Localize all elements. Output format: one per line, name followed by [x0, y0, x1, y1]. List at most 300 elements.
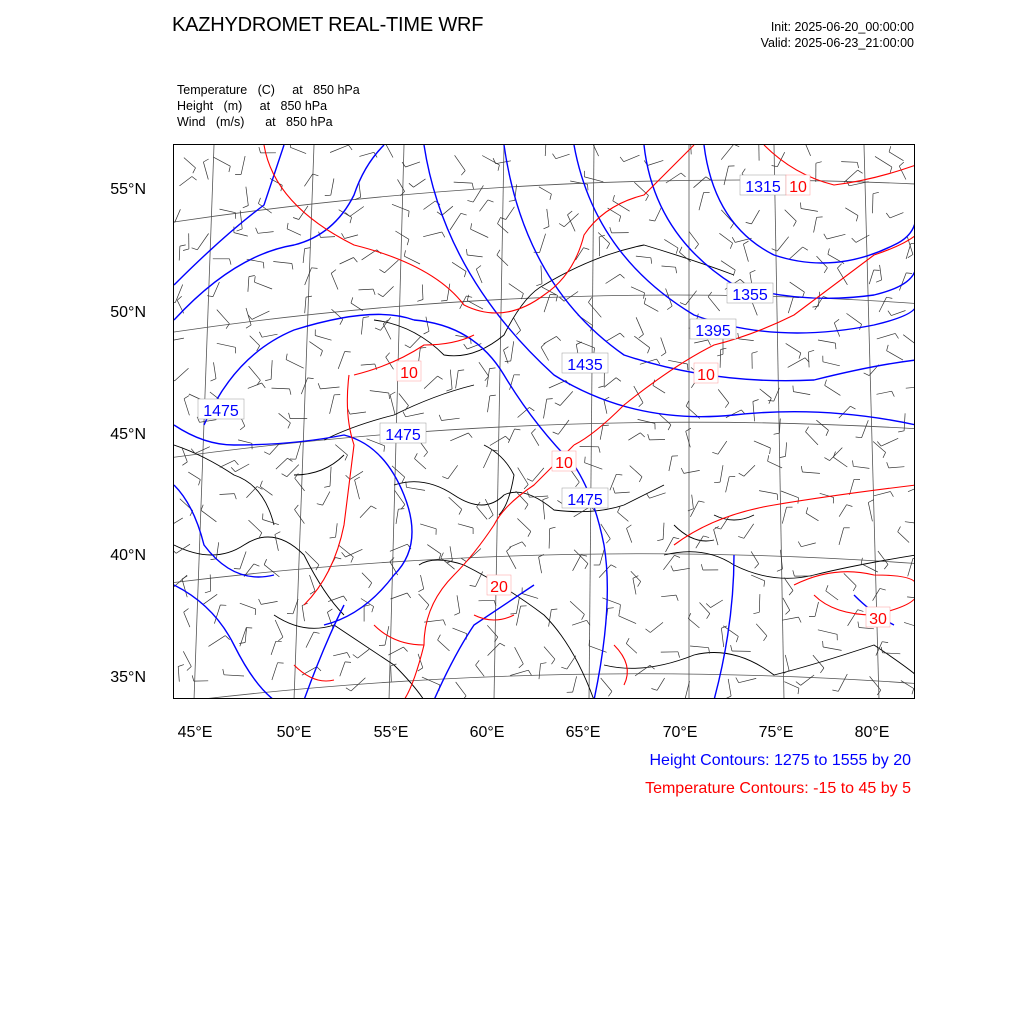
lon-label-50e: 50°E	[276, 724, 312, 741]
wind-barb-flag	[405, 345, 410, 348]
wind-barb	[728, 679, 731, 696]
wind-barb	[686, 291, 697, 305]
wind-barb	[210, 575, 211, 592]
wind-barb-flag	[351, 297, 353, 303]
wind-barb	[448, 465, 458, 479]
wind-barb-flag	[608, 608, 614, 609]
lon-label-70e: 70°E	[662, 724, 698, 741]
wind-barb	[718, 441, 727, 454]
wind-barb-flag	[681, 173, 686, 177]
wind-barb	[600, 550, 604, 565]
wind-barb	[692, 495, 694, 509]
wind-barb-flag	[497, 250, 500, 255]
wind-barb	[174, 518, 183, 526]
wind-barb	[802, 472, 820, 473]
wind-barb	[395, 231, 409, 239]
wind-barb	[260, 486, 272, 495]
map-canvas	[174, 145, 915, 699]
wind-barb	[585, 463, 603, 470]
wind-barb-flag	[639, 403, 643, 407]
wind-barb	[385, 260, 399, 273]
wind-barb	[661, 595, 676, 597]
wind-barb-flag	[576, 482, 580, 487]
wind-barb-flag	[295, 473, 299, 478]
wind-barb	[618, 512, 629, 521]
wind-barb	[891, 311, 905, 316]
wind-barb	[782, 507, 786, 523]
wind-barb-flag	[290, 389, 291, 395]
wind-barb	[626, 644, 637, 654]
wind-barb	[295, 478, 305, 491]
lon-label-75e: 75°E	[758, 724, 794, 741]
wind-barb-flag	[275, 532, 280, 535]
wind-barb	[345, 235, 359, 239]
wind-barb	[479, 362, 489, 376]
wind-barb	[549, 529, 550, 549]
wind-barb	[544, 336, 557, 343]
wind-barb	[588, 302, 601, 317]
wind-barb-flag	[467, 295, 468, 301]
wind-barb-flag	[884, 564, 888, 569]
wind-barb-flag	[327, 609, 332, 612]
wind-barb	[323, 492, 330, 506]
wind-barb-flag	[908, 255, 913, 258]
wind-barb-flag	[461, 558, 466, 561]
wind-barb-flag	[676, 595, 678, 601]
wind-barb	[306, 632, 314, 648]
wind-barb-flag	[679, 247, 682, 252]
wind-barb-flag	[515, 429, 521, 430]
wind-barb	[573, 555, 582, 571]
wind-barb-flag	[699, 501, 705, 502]
wind-barb	[483, 450, 491, 468]
wind-barb-flag	[627, 525, 632, 529]
wind-barb-flag	[468, 433, 472, 438]
wind-barb	[739, 339, 754, 341]
lat-label-45n: 45°N	[110, 426, 146, 443]
wind-barb-flag	[750, 270, 756, 272]
wind-barb-flag	[743, 241, 748, 244]
wind-barb	[217, 310, 230, 324]
wind-barb-flag	[868, 500, 873, 503]
wind-barb	[636, 256, 651, 258]
wind-barb-flag	[899, 162, 904, 166]
wind-barb-flag	[755, 564, 759, 568]
wind-barb-flag	[780, 456, 786, 457]
wind-barb-flag	[342, 552, 346, 557]
wind-barb	[726, 477, 730, 493]
wind-barb-flag	[673, 537, 679, 538]
wind-barb	[816, 420, 828, 430]
wind-barb-flag	[736, 678, 739, 683]
wind-barb	[174, 338, 184, 342]
wind-barb	[488, 396, 490, 412]
wind-barb-flag	[876, 280, 882, 282]
wind-barb-flag	[550, 527, 556, 528]
wind-barb	[760, 389, 772, 398]
init-time: Init: 2025-06-20_00:00:00	[770, 20, 914, 34]
wind-barb-flag	[398, 509, 404, 510]
wind-barb	[272, 663, 278, 680]
wind-barb-flag	[467, 200, 473, 202]
wind-barb-flag	[351, 557, 353, 563]
wind-barb	[320, 387, 339, 389]
wind-barb	[908, 558, 913, 576]
wind-barb-flag	[192, 675, 194, 681]
temp-label-10-northeast: 10	[789, 179, 807, 196]
wind-barb	[442, 206, 453, 215]
wind-barb-flag	[249, 276, 255, 277]
wind-barb	[577, 341, 595, 348]
wind-barb	[392, 204, 409, 211]
lon-label-80e: 80°E	[854, 724, 890, 741]
wind-barb	[255, 282, 273, 289]
wind-barb	[558, 420, 569, 434]
wind-barb	[420, 524, 436, 529]
wind-barb-flag	[620, 605, 621, 611]
wind-barb-flag	[355, 477, 360, 480]
wind-barb-flag	[895, 333, 898, 338]
temp-label-30: 30	[869, 611, 887, 628]
wind-barb	[818, 340, 835, 343]
wind-barb	[390, 544, 408, 551]
wind-barb	[399, 394, 409, 406]
wind-barb	[873, 442, 886, 453]
wind-barb-flag	[205, 591, 211, 593]
wind-barb-flag	[882, 642, 888, 643]
wind-barb-flag	[678, 652, 680, 658]
height-label-1355: 1355	[732, 287, 768, 304]
wind-barb	[751, 551, 759, 563]
wind-barb-flag	[458, 370, 464, 371]
wind-barb-flag	[541, 663, 547, 664]
wind-barb	[744, 524, 754, 539]
wind-barb-flag	[706, 604, 710, 608]
wind-barb-flag	[369, 583, 372, 588]
wind-barb-flag	[906, 273, 912, 274]
wind-barb-flag	[858, 170, 863, 173]
wind-barb	[541, 347, 549, 360]
wind-barb-flag	[559, 224, 564, 227]
wind-barb	[386, 145, 393, 158]
wind-barb	[358, 649, 370, 658]
wind-barb-flag	[183, 249, 189, 251]
wind-barb-flag	[500, 643, 505, 646]
wind-barb	[359, 152, 374, 156]
wind-barb	[224, 675, 244, 676]
wind-barb	[330, 395, 335, 414]
wind-barb	[336, 523, 338, 537]
wind-barb-flag	[178, 665, 184, 667]
wind-barb-flag	[305, 248, 311, 249]
wind-barb	[844, 170, 858, 182]
wind-barb-flag	[439, 415, 441, 421]
wind-barb	[564, 214, 579, 227]
wind-barb-flag	[174, 378, 175, 381]
wind-barb-flag	[667, 306, 672, 310]
wind-barb	[271, 360, 272, 379]
wind-barb	[756, 624, 767, 636]
wind-barb-flag	[880, 588, 886, 590]
wind-barb	[275, 535, 279, 551]
wind-barb	[759, 491, 777, 494]
temp-label-10-central: 10	[555, 455, 573, 472]
wind-barb	[602, 598, 620, 605]
wind-barb-flag	[317, 504, 323, 505]
wind-barb	[544, 399, 547, 418]
wind-barb-flag	[203, 159, 208, 162]
wind-barb	[518, 468, 529, 485]
wind-barb-flag	[856, 437, 862, 438]
wind-barb-flag	[618, 507, 621, 512]
wind-barb-flag	[861, 558, 862, 564]
wind-barb-flag	[613, 487, 615, 493]
wind-barb-flag	[295, 505, 299, 510]
wind-barb-flag	[192, 248, 198, 250]
wind-barb	[476, 572, 483, 587]
wind-barb	[690, 646, 709, 648]
wind-barb-flag	[550, 194, 552, 200]
wind-barb-flag	[192, 177, 197, 181]
wind-barb-flag	[752, 352, 758, 354]
wind-barb-flag	[174, 549, 176, 553]
wind-barb-flag	[476, 660, 480, 665]
wind-barb	[442, 418, 460, 420]
wind-barb-flag	[407, 593, 411, 598]
wind-barb	[272, 388, 290, 389]
wind-barb-flag	[740, 279, 745, 283]
wind-barb	[213, 282, 219, 297]
wind-barb	[509, 284, 524, 294]
wind-barb-flag	[347, 653, 350, 658]
wind-barb-flag	[808, 350, 814, 352]
wind-barb-flag	[887, 462, 889, 468]
wind-barb	[847, 313, 862, 324]
wind-barb	[305, 297, 306, 313]
wind-barb-flag	[531, 429, 535, 433]
wind-barb	[220, 209, 236, 213]
wind-barb	[299, 206, 308, 220]
wind-barb	[188, 472, 200, 480]
height-label-1475-west: 1475	[203, 403, 239, 420]
wind-barb	[509, 542, 522, 548]
wind-barb-flag	[240, 426, 245, 430]
wind-barb	[694, 177, 706, 188]
wind-barb-flag	[350, 217, 352, 223]
wind-barb	[497, 255, 508, 266]
wind-barb-flag	[258, 198, 260, 204]
wind-barb	[630, 466, 642, 477]
lat-label-40n: 40°N	[110, 547, 146, 564]
wind-barb	[905, 522, 915, 524]
wind-barb-flag	[527, 479, 532, 482]
wind-barb-flag	[674, 555, 680, 557]
wind-barb	[184, 399, 189, 416]
wind-barb-flag	[857, 162, 858, 168]
wind-barb	[271, 641, 276, 655]
wind-barb-flag	[803, 247, 808, 250]
wind-barb	[184, 612, 190, 627]
wind-barb	[246, 187, 248, 206]
wind-barb	[201, 510, 216, 522]
wind-barb-flag	[231, 467, 235, 471]
wind-barb-flag	[461, 171, 465, 176]
wind-barb-flag	[552, 659, 555, 664]
wind-barb	[708, 297, 720, 311]
wind-barb-flag	[853, 460, 854, 466]
wind-barb	[574, 550, 588, 564]
wind-barb	[723, 626, 738, 637]
wind-barb-flag	[736, 636, 738, 642]
wind-barb-flag	[676, 248, 678, 254]
wind-barb-flag	[489, 515, 494, 519]
wind-barb	[362, 573, 372, 583]
wind-barb-flag	[801, 466, 802, 472]
wind-barb	[556, 154, 570, 159]
wind-barb-flag	[386, 353, 390, 357]
wind-barb	[359, 182, 361, 198]
wind-barb-flag	[260, 481, 262, 487]
wind-barb	[720, 465, 723, 482]
wind-barb-flag	[598, 386, 604, 388]
wind-barb	[216, 542, 218, 559]
wind-barb-flag	[211, 379, 217, 381]
wind-barb	[361, 364, 375, 365]
wind-barb-flag	[793, 221, 796, 226]
wind-barb-flag	[644, 298, 646, 304]
wind-barb	[567, 656, 576, 669]
wind-barb	[361, 318, 363, 335]
wind-barb-flag	[314, 632, 320, 633]
wind-barb	[906, 244, 911, 259]
lat-label-50n: 50°N	[110, 304, 146, 321]
wind-barb	[783, 598, 790, 610]
wind-barb-flag	[768, 400, 774, 401]
wind-barb-flag	[466, 296, 472, 297]
wind-barb	[175, 285, 182, 303]
wind-barb-flag	[585, 457, 586, 463]
wind-barb	[720, 350, 721, 368]
wind-barb-flag	[890, 492, 893, 497]
lon-label-55e: 55°E	[373, 724, 409, 741]
wind-barb	[724, 166, 729, 185]
run-times	[761, 19, 914, 51]
wind-barb-flag	[824, 268, 827, 273]
wind-barb	[330, 145, 348, 152]
wind-barb	[195, 447, 210, 454]
wind-barb-flag	[638, 582, 641, 587]
wind-barb-flag	[312, 268, 318, 269]
wind-barb	[415, 459, 427, 469]
wind-barb	[635, 665, 650, 676]
wind-barb	[604, 378, 616, 388]
wind-barb-flag	[262, 383, 266, 388]
wind-barb-flag	[661, 353, 666, 356]
wind-barb-flag	[404, 250, 405, 256]
wind-barb	[877, 333, 896, 339]
wind-barb	[739, 678, 757, 682]
wind-barb	[197, 234, 208, 250]
wind-barb-flag	[287, 223, 288, 229]
wind-barb	[240, 552, 246, 570]
wind-barb	[899, 273, 906, 291]
height-label-1315: 1315	[745, 179, 781, 196]
wind-barb-flag	[342, 233, 345, 238]
wind-barb	[362, 250, 377, 260]
wind-barb-flag	[354, 258, 358, 263]
wind-barb-flag	[695, 244, 699, 249]
wind-barb-flag	[686, 428, 691, 431]
wind-barb	[544, 647, 555, 660]
wind-barb-flag	[408, 211, 409, 217]
wind-barb	[606, 274, 621, 283]
wind-barb-flag	[599, 447, 601, 453]
wind-barb-flag	[255, 609, 256, 615]
wind-barb	[570, 601, 584, 614]
wind-barb-flag	[264, 559, 266, 565]
wind-barb-flag	[733, 270, 735, 276]
wind-barb-flag	[774, 433, 780, 434]
wind-barb	[868, 503, 872, 522]
wind-barb	[589, 646, 607, 653]
wind-barb	[350, 471, 363, 479]
wind-barb-flag	[798, 542, 801, 547]
wind-barb	[287, 229, 301, 235]
temperature-contour-labels	[397, 175, 890, 628]
wind-barb	[203, 162, 208, 180]
wind-barb-flag	[853, 586, 856, 591]
wind-barb	[903, 335, 915, 347]
wind-barb-flag	[344, 596, 347, 601]
wind-barb-flag	[409, 183, 414, 187]
wind-barb	[391, 666, 392, 682]
wind-barb-flag	[472, 183, 473, 189]
wind-barb-flag	[292, 264, 293, 270]
wind-barb-flag	[801, 203, 802, 209]
wind-barb	[304, 174, 312, 186]
wind-barb-flag	[256, 228, 258, 234]
wind-barb	[424, 376, 437, 389]
wind-barb	[467, 255, 482, 257]
wind-barb-flag	[889, 146, 891, 152]
wind-barb	[801, 543, 816, 547]
wind-barb-flag	[603, 425, 609, 426]
wind-barb-flag	[703, 536, 709, 538]
wind-barb-flag	[390, 558, 394, 562]
wind-barb-flag	[837, 264, 841, 268]
wind-barb-flag	[651, 689, 657, 691]
wind-barb	[301, 378, 307, 394]
wind-barb-flag	[443, 620, 445, 626]
wind-barb	[848, 610, 858, 626]
wind-barb	[627, 528, 632, 542]
wind-barb-flag	[826, 430, 829, 436]
wind-barb-flag	[639, 477, 642, 482]
wind-barb-flag	[278, 637, 283, 641]
wind-barb-flag	[620, 333, 624, 337]
wind-barb-flag	[524, 485, 528, 489]
wind-barb	[647, 160, 663, 165]
wind-barb	[309, 342, 322, 351]
wind-barb	[547, 209, 549, 227]
wind-barb	[869, 270, 874, 284]
wind-barb	[240, 603, 256, 609]
wind-barb-flag	[536, 284, 542, 286]
wind-barb	[331, 273, 338, 289]
wind-barb-flag	[237, 229, 243, 231]
wind-barb-flag	[616, 378, 621, 382]
wind-barb	[518, 407, 530, 417]
